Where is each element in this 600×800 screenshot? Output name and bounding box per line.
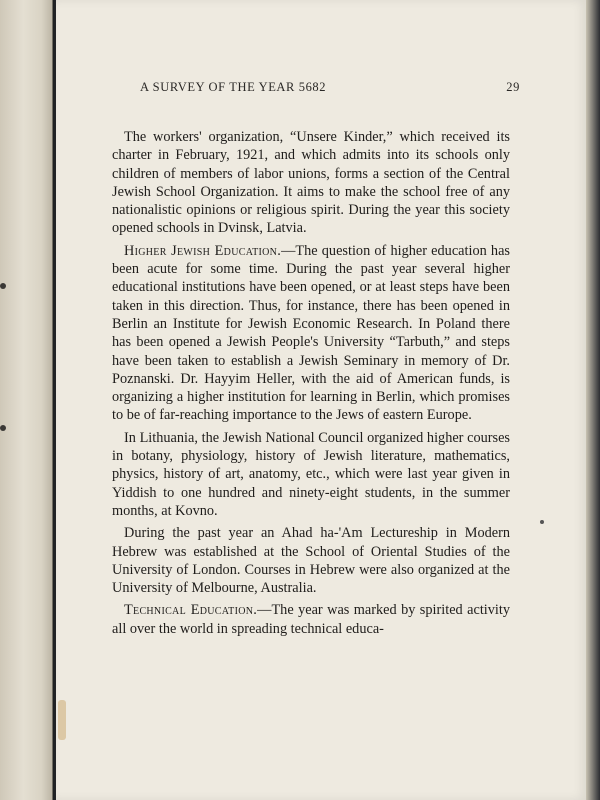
page-edge-shadow (586, 0, 600, 800)
left-page-edge (0, 0, 53, 800)
binding-notch (0, 425, 6, 431)
binding-notch (0, 283, 6, 289)
paragraph-text: —The question of higher education has been acute for some time. During the past year several higher educational institutions have been opened, or at least steps have been taken in this direction. Thus, for instance, there has been opened in Berlin an Institute for Jewish Economic Research. In Poland there has been opened a Jewish People's University “Tarbuth,” and steps have been taken to establish a Jewish Seminary in memory of Dr. Poznanski. Dr. Hayyim Heller, with the aid of American funds, is organizing a higher institution for learning in Berlin, which promises to be of far-reaching importance to the Jews of eastern Europe. (112, 242, 510, 424)
paragraph (112, 524, 510, 597)
running-title: A SURVEY OF THE YEAR 5682 (140, 80, 327, 94)
section-heading: Technical Education. (124, 602, 258, 619)
paragraph (112, 242, 510, 425)
ink-speck (540, 520, 544, 524)
paragraph-text: The workers' organization, “Unsere Kinder,” which received its charter in February, 1921, and which admits into its schools only children of members of labor unions, forms a section of the Central Jewish School Organization. It aims to make the school free of any nationalistic opinions or religious spirit. During the year this society opened schools in Dvinsk, Latvia. (112, 129, 510, 237)
running-header (140, 80, 520, 95)
page-stain (58, 700, 66, 740)
page-number: 29 (506, 80, 520, 94)
paragraph-text: During the past year an Ahad ha-'Am Lectureship in Modern Hebrew was established at the School of Oriental Studies of the University of London. Courses in Hebrew were also organized at the University of Melbourne, Australia. (112, 525, 510, 597)
paragraph (112, 601, 510, 638)
paragraph-text: —The year was marked by spirited activity all over the world in spreading technical educa- (112, 602, 511, 637)
paragraph (112, 128, 510, 238)
body-text (112, 128, 510, 642)
section-heading: Higher Jewish Education. (124, 242, 282, 259)
paragraph-text: In Lithuania, the Jewish National Council organized higher courses in botany, physiology, history of Jewish literature, mathematics, physics, history of art, anatomy, etc., which were last year given in Yiddish to one hundred and ninety-eight students, in the summer months, at Kovno. (112, 429, 510, 519)
paragraph (112, 429, 510, 520)
